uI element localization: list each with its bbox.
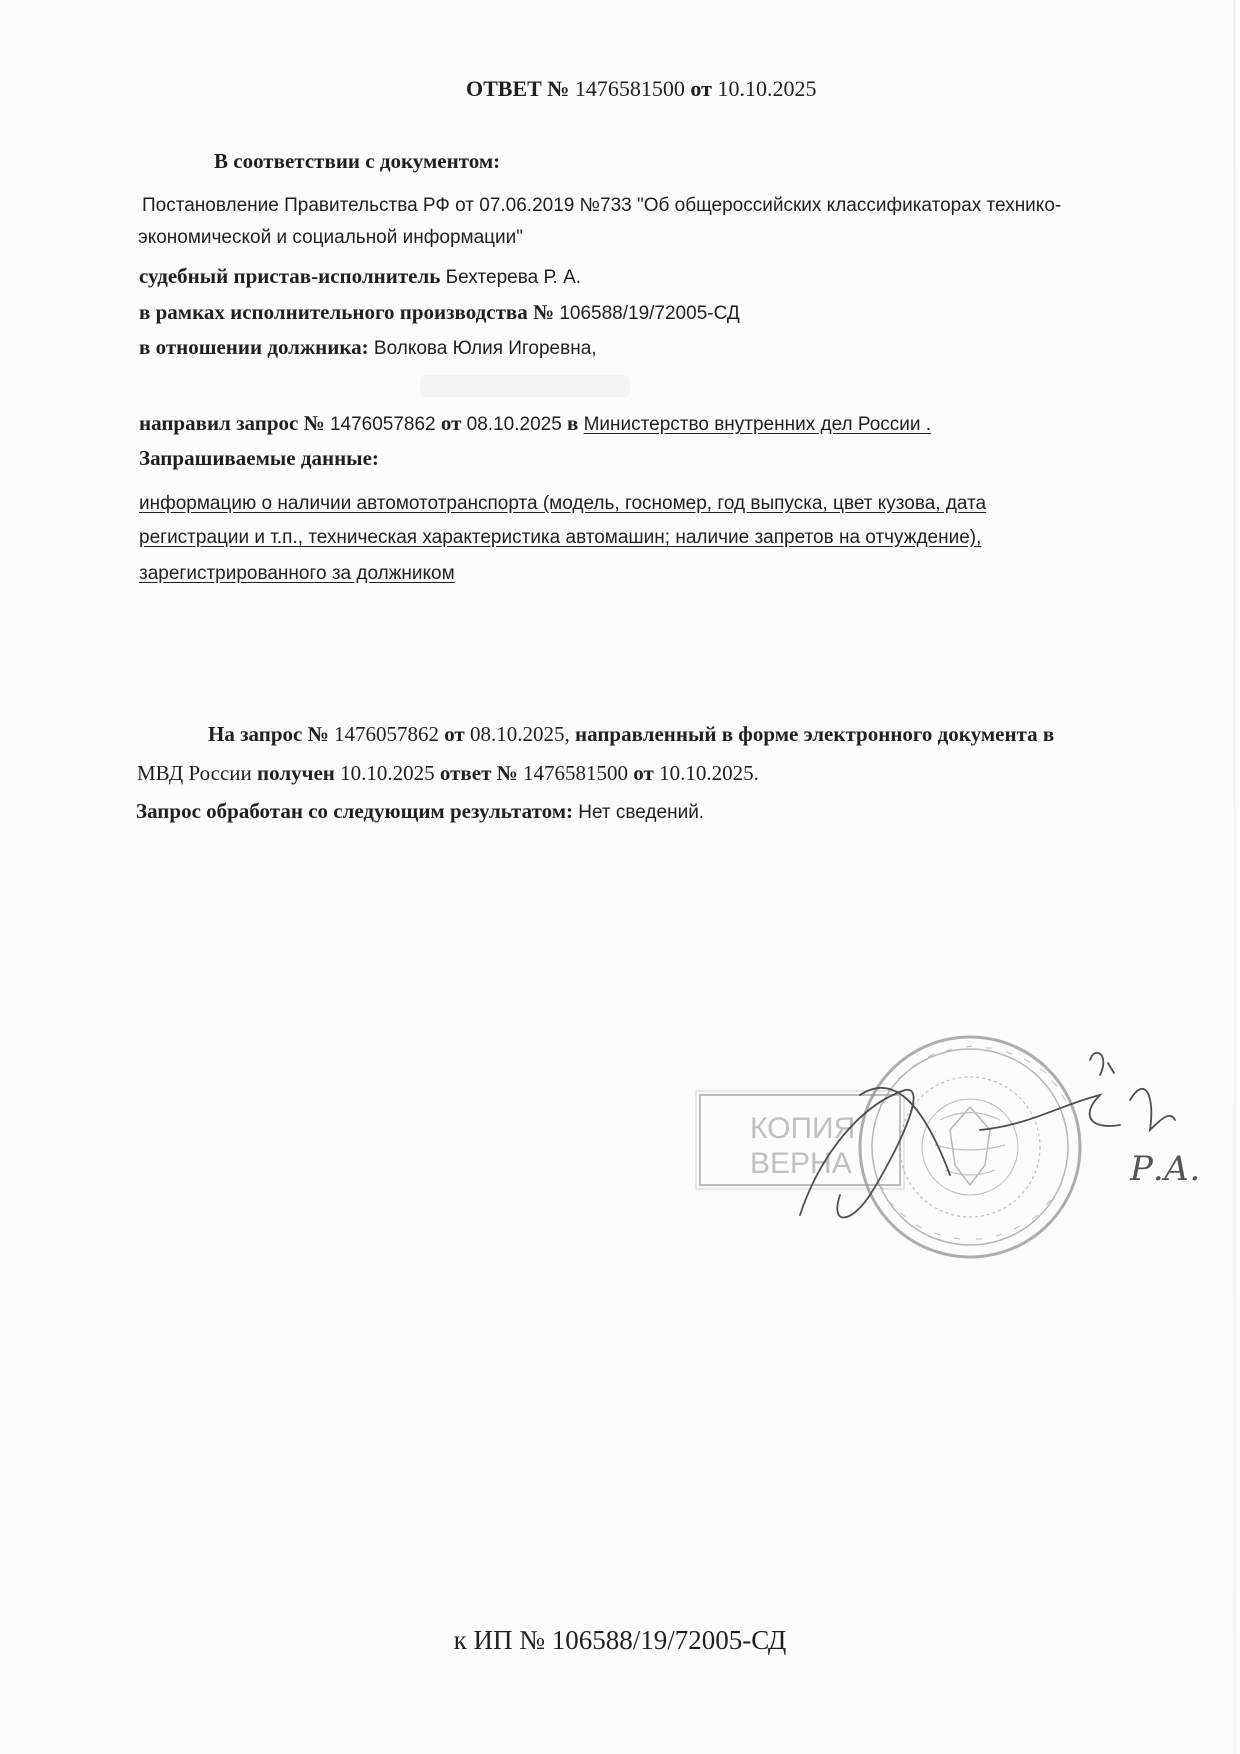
result-line1: На запрос № 1476057862 от 08.10.2025, направленный в форме электронного документа в — [208, 722, 1055, 746]
request-number: 1476057862 — [329, 414, 436, 435]
result-processed-value: Нет сведений. — [578, 802, 705, 823]
officer-line — [139, 263, 581, 291]
result-processed-label: Запрос обработан со следующим результатом: — [136, 799, 574, 823]
request-line: направил запрос № 1476057862 от 08.10.2025 в Министерство внутренних дел России . — [139, 411, 932, 435]
debtor-line — [139, 334, 597, 362]
stamp-and-signature — [690, 1035, 1210, 1295]
svg-text:ВЕРНА: ВЕРНА — [750, 1147, 852, 1180]
redacted-area — [420, 375, 630, 397]
result-answer-date: 10.10.2025. — [659, 761, 759, 785]
basis-document-line1: Постановление Правительства РФ от 07.06.2019 №733 "Об общероссийских классификаторах технико- — [142, 195, 1062, 216]
footer-reference: к ИП № 106588/19/72005-СД — [453, 1625, 787, 1655]
proceedings-line — [139, 299, 740, 327]
answer-number: 1476581500 — [574, 76, 685, 101]
proceedings-label: в рамках исполнительного производства № — [139, 300, 555, 324]
result-answer-number: 1476581500 — [523, 761, 629, 785]
result-request-date: 08.10.2025, — [470, 722, 570, 746]
svg-text:КОПИЯ: КОПИЯ — [750, 1112, 856, 1145]
result-line3 — [136, 798, 704, 826]
requested-data-line1: информацию о наличии автомототранспорта (модель, госномер, год выпуска, цвет кузова, дата — [139, 493, 987, 514]
basis-heading: В соответствии с документом: — [214, 149, 501, 173]
officer-name: Бехтерева Р. А. — [445, 267, 582, 288]
request-date: 08.10.2025 — [466, 414, 562, 435]
answer-from-label: от — [690, 76, 712, 101]
answer-date: 10.10.2025 — [717, 76, 817, 101]
answer-label: ОТВЕТ № — [466, 76, 570, 101]
signature-initials: Р.А. — [1130, 1149, 1201, 1189]
debtor-label: в отношении должника: — [139, 335, 369, 359]
result-request-number: 1476057862 — [333, 722, 439, 746]
proceedings-number: 106588/19/72005-СД — [559, 303, 740, 324]
requested-data-line2: регистрации и т.п., техническая характеристика автомашин; наличие запретов на отчуждение), — [139, 527, 982, 548]
official-seal — [860, 1037, 1080, 1257]
officer-label: судебный пристав-исполнитель — [139, 264, 441, 288]
signature — [800, 1053, 1175, 1218]
answer-title — [466, 76, 816, 102]
result-line2: МВД России получен 10.10.2025 ответ № 1476581500 от 10.10.2025. — [137, 761, 759, 785]
requested-data-heading: Запрашиваемые данные: — [139, 446, 379, 470]
basis-document-line2: экономической и социальной информации" — [138, 227, 524, 248]
request-label: направил запрос № — [139, 411, 325, 435]
request-recipient: Министерство внутренних дел России . — [583, 414, 932, 435]
debtor-name: Волкова Юлия Игоревна, — [373, 338, 597, 359]
result-received-date: 10.10.2025 — [340, 761, 435, 785]
requested-data-line3: зарегистрированного за должником — [139, 563, 455, 584]
result-agency: МВД России — [137, 761, 252, 785]
